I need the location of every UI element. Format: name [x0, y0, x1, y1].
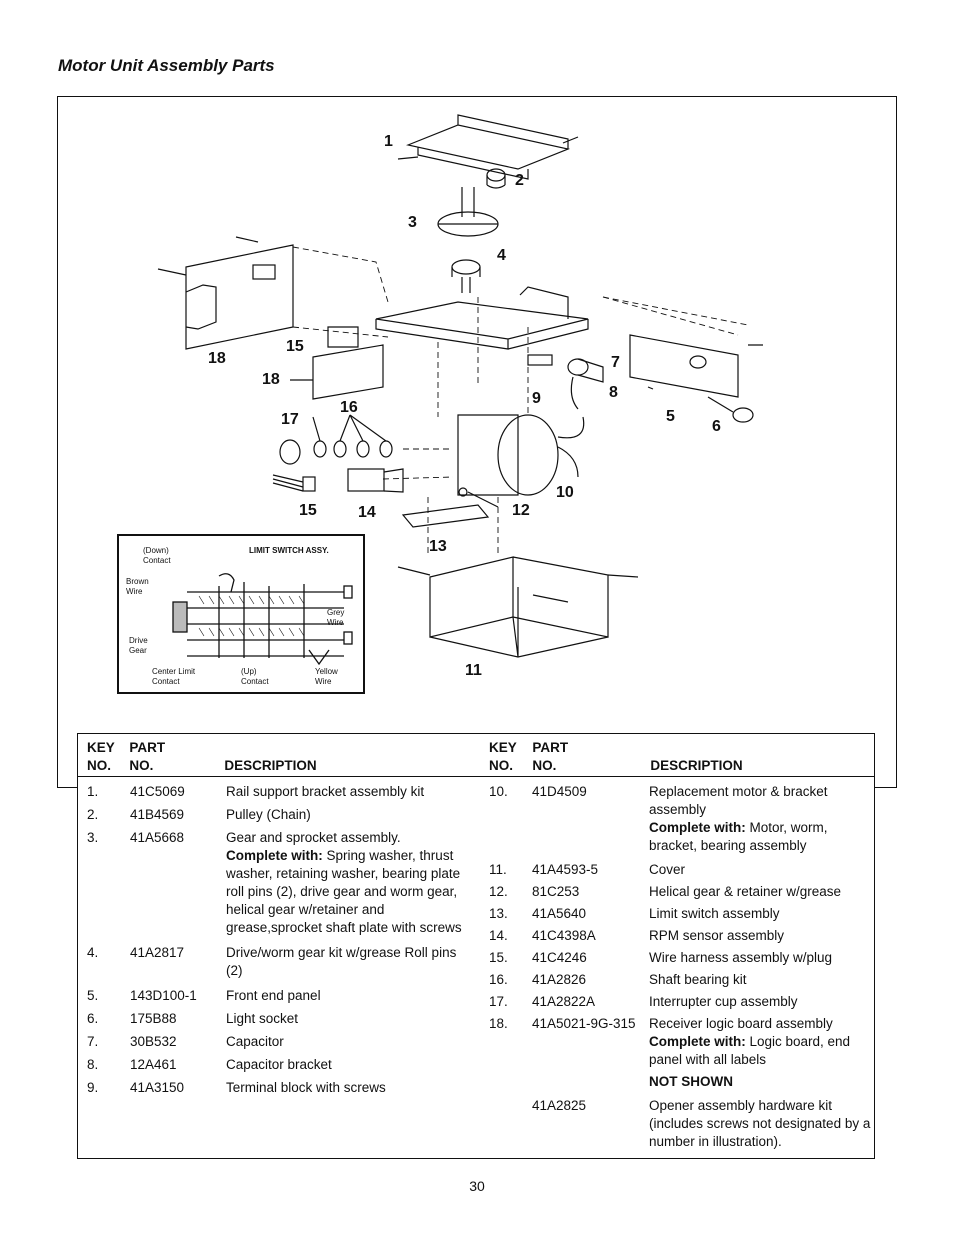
- callout-5: 5: [666, 408, 675, 425]
- description: RPM sensor assembly: [648, 928, 785, 943]
- table-row: [87, 806, 480, 824]
- key-number: 8.: [87, 1057, 99, 1072]
- description-cell: [649, 927, 874, 945]
- table-row: [87, 1010, 480, 1028]
- label-yellow-wire: Yellow Wire: [315, 667, 338, 686]
- part-number: 41C4398A: [531, 928, 596, 943]
- not-shown-label: NOT SHOWN: [648, 1074, 733, 1089]
- complete-with-label: Complete with:: [648, 820, 746, 835]
- callout-7: 7: [611, 354, 620, 371]
- table-row: [489, 927, 874, 945]
- cover: [430, 557, 608, 657]
- callout-4: 4: [497, 247, 506, 264]
- header-key-2: NO.: [87, 758, 112, 773]
- header-part-right-2: NO.: [532, 758, 557, 773]
- callout-18b: 18: [262, 371, 280, 388]
- callout-2: 2: [515, 172, 524, 189]
- description-cell: [226, 987, 476, 1005]
- description-cell: [226, 944, 476, 980]
- header-key-right-2: NO.: [488, 758, 513, 773]
- key-number: 3.: [87, 830, 99, 845]
- terminal-block: [528, 355, 552, 365]
- table-body: [78, 777, 875, 1159]
- table-row: [489, 861, 874, 879]
- part-number: 41A3150: [130, 1080, 185, 1095]
- key-number: 13.: [488, 906, 508, 921]
- description: Limit switch assembly: [648, 906, 780, 921]
- callout-18a: 18: [208, 350, 226, 367]
- wire-harness: [273, 475, 303, 491]
- receiver-board: [313, 345, 383, 399]
- description: Terminal block with screws: [226, 1080, 386, 1095]
- table-row: [489, 1015, 874, 1069]
- header-part: PART: [129, 740, 166, 755]
- description-cell: [226, 1033, 476, 1051]
- key-number: 18.: [488, 1016, 508, 1031]
- description: Gear and sprocket assembly.: [226, 830, 401, 845]
- limit-switch-inset: [117, 534, 365, 694]
- key-number: 7.: [87, 1034, 99, 1049]
- callout-12: 12: [512, 502, 530, 519]
- table-row: [87, 1056, 480, 1074]
- table-row: [87, 987, 480, 1005]
- description-cell: [649, 949, 874, 967]
- table-row: [87, 1033, 480, 1051]
- part-number: 41A5668: [130, 830, 185, 845]
- callout-1: 1: [384, 133, 393, 150]
- label-brown-wire: Brown Wire: [126, 577, 149, 596]
- description: Drive/worm gear kit w/grease Roll pins (2): [226, 945, 457, 978]
- part-number: 175B88: [130, 1011, 177, 1026]
- limit-switch: [403, 505, 488, 527]
- description-cell: [226, 829, 476, 937]
- pulley: [487, 169, 505, 181]
- table-row: [489, 1097, 874, 1151]
- complete-with-text: Motor, worm, bracket, bearing assembly: [648, 820, 832, 853]
- table-row: [489, 783, 874, 855]
- key-number: 9.: [87, 1080, 99, 1095]
- callout-8: 8: [609, 384, 618, 401]
- not-shown-heading-row: [489, 1073, 874, 1091]
- motor: [498, 415, 558, 495]
- callout-17: 17: [281, 411, 299, 428]
- header-part-2: NO.: [129, 758, 154, 773]
- description: Light socket: [226, 1011, 299, 1026]
- key-number: 2.: [87, 807, 99, 822]
- key-number: 1.: [87, 784, 99, 799]
- front-end-panel: [630, 335, 738, 397]
- complete-with-label: Complete with:: [226, 848, 323, 863]
- part-number: 41A2822A: [531, 994, 596, 1009]
- part-number: 41C5069: [130, 784, 185, 799]
- callout-9: 9: [532, 390, 541, 407]
- label-up-contact: (Up) Contact: [241, 667, 269, 686]
- label-center-limit-contact: Center Limit Contact: [152, 667, 196, 686]
- parts-list-left: [87, 783, 480, 1097]
- header-description: DESCRIPTION: [224, 758, 317, 773]
- key-number: 10.: [488, 784, 508, 799]
- key-number: 15.: [488, 950, 508, 965]
- table-row: [87, 1079, 480, 1097]
- part-number: 41A4593-5: [531, 862, 599, 877]
- description-cell: [649, 883, 874, 901]
- description-cell: [649, 971, 874, 989]
- key-number: 16.: [488, 972, 508, 987]
- description: Receiver logic board assembly: [648, 1016, 833, 1031]
- callout-15a: 15: [286, 338, 304, 355]
- rpm-sensor: [348, 469, 384, 491]
- inset-title: LIMIT SWITCH ASSY.: [249, 546, 329, 555]
- key-number: 14.: [488, 928, 508, 943]
- part-number: 41A5021-9G-315: [531, 1016, 636, 1031]
- table-row: [489, 949, 874, 967]
- part-number: 143D100-1: [130, 988, 197, 1003]
- logic-board: [186, 245, 293, 349]
- interrupter-cup: [280, 440, 300, 464]
- light-socket: [733, 408, 753, 422]
- description-cell: [649, 905, 874, 923]
- description: Opener assembly hardware kit (includes screws not designated by a number in illustration).: [648, 1098, 871, 1149]
- rail-support-bracket: [408, 115, 568, 179]
- description-cell: [226, 783, 476, 801]
- part-number: 41B4569: [130, 807, 185, 822]
- description: Replacement motor & bracket assembly: [648, 784, 828, 817]
- callout-6: 6: [712, 418, 721, 435]
- header-key: KEY: [87, 740, 115, 755]
- key-number: 4.: [87, 945, 99, 960]
- complete-with-label: Complete with:: [648, 1034, 746, 1049]
- label-down-contact: (Down) Contact: [143, 546, 171, 565]
- table-row: [87, 783, 480, 801]
- label-drive-gear: Drive Gear: [129, 636, 148, 655]
- description: Wire harness assembly w/plug: [648, 950, 833, 965]
- table-row: [489, 971, 874, 989]
- description: Pulley (Chain): [226, 807, 311, 822]
- limit-switch-drawing: [159, 572, 359, 668]
- description-cell: [649, 783, 874, 855]
- label-grey-wire: Grey Wire: [327, 608, 345, 627]
- description-cell: [649, 861, 874, 879]
- chassis-plate: [376, 302, 588, 349]
- worm-gear: [452, 260, 480, 274]
- key-number: 17.: [488, 994, 508, 1009]
- header-description-right: DESCRIPTION: [650, 758, 743, 773]
- part-number: 41A5640: [531, 906, 587, 921]
- table-row: [489, 883, 874, 901]
- header-key-right: KEY: [488, 740, 517, 755]
- description-cell: [649, 1015, 874, 1069]
- complete-with-text: Spring washer, thrust washer, retaining washer, bearing plate roll pins (2), drive gear and worm gear, helical gear w/retainer and grease,sprocket shaft plate with screws: [226, 848, 464, 935]
- part-number: 12A461: [130, 1057, 177, 1072]
- callout-14: 14: [358, 504, 376, 521]
- description: Interrupter cup assembly: [648, 994, 798, 1009]
- parts-table: [77, 733, 875, 1159]
- part-number: 41C4246: [531, 950, 587, 965]
- header-part-right: PART: [532, 740, 569, 755]
- part-number: 41A2825: [531, 1098, 587, 1113]
- description: Capacitor: [226, 1034, 284, 1049]
- key-number: 5.: [87, 988, 99, 1003]
- description-cell: [649, 993, 874, 1011]
- shaft-bearings: [314, 441, 392, 457]
- callout-11: 11: [465, 662, 482, 679]
- page-title: Motor Unit Assembly Parts: [58, 56, 275, 75]
- description: Rail support bracket assembly kit: [226, 784, 425, 799]
- callout-16: 16: [340, 399, 358, 416]
- callout-3: 3: [408, 214, 417, 231]
- callout-10: 10: [556, 484, 574, 501]
- part-number: 41A2817: [130, 945, 185, 960]
- key-number: 12.: [488, 884, 508, 899]
- part-number: 41D4509: [531, 784, 587, 799]
- parts-list-right: [489, 783, 874, 1151]
- description-cell: [226, 1056, 476, 1074]
- key-number: 6.: [87, 1011, 99, 1026]
- description: Shaft bearing kit: [648, 972, 747, 987]
- description: Cover: [648, 862, 685, 877]
- complete-with-text: Logic board, end panel with all labels: [648, 1034, 854, 1067]
- part-number: 81C253: [531, 884, 580, 899]
- part-number: 41A2826: [531, 972, 587, 987]
- page-number: 30: [469, 1178, 485, 1194]
- key-number: 11.: [488, 862, 507, 877]
- description-cell: [226, 1079, 476, 1097]
- description: Capacitor bracket: [226, 1057, 332, 1072]
- table-header-row: [78, 734, 875, 777]
- callout-13: 13: [429, 538, 447, 555]
- description-cell: [226, 806, 476, 824]
- table-row: [489, 905, 874, 923]
- table-row: [489, 993, 874, 1011]
- part-number: 30B532: [130, 1034, 177, 1049]
- callout-15b: 15: [299, 502, 317, 519]
- table-row: [87, 944, 480, 980]
- description: Helical gear & retainer w/grease: [648, 884, 842, 899]
- description: Front end panel: [226, 988, 321, 1003]
- description-cell: [226, 1010, 476, 1028]
- table-row: [87, 829, 480, 937]
